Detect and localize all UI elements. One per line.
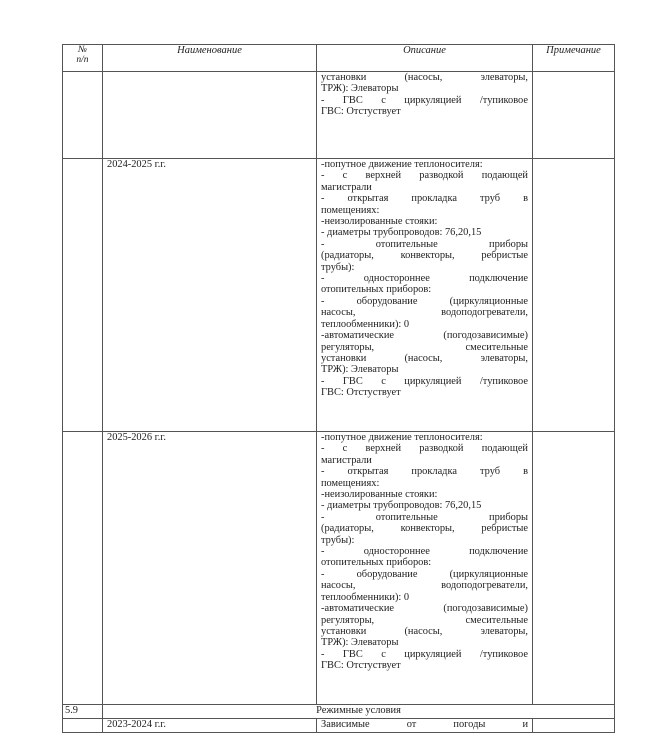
description-line: - открытая прокладка труб в [321, 193, 528, 205]
header-note: Примечание [533, 45, 615, 72]
description-line: -неизолированные стояки: [321, 489, 438, 501]
description-line: - ГВС с циркуляцией /тупиковое [321, 94, 528, 106]
description-line: - открытая прокладка труб в [321, 466, 528, 478]
cell-description [317, 719, 533, 733]
description-line: ГВС: Отстуствует [321, 106, 401, 118]
description-line: регуляторы, смесительные [321, 341, 528, 353]
description-line: помещениях: [321, 477, 380, 489]
description-line: помещениях: [321, 204, 380, 216]
section-row [63, 705, 615, 719]
cell-description [317, 159, 533, 432]
description-line: теплообменники): 0 [321, 591, 410, 603]
description-line: насосы, водоподогреватели, [321, 580, 528, 592]
cell-note [533, 72, 615, 159]
description-line: установки (насосы, элеваторы, [321, 625, 528, 637]
description-line: трубы): [321, 534, 355, 546]
cell-note [533, 719, 615, 733]
description-line: установки (насосы, элеваторы, [321, 72, 528, 83]
cell-note [533, 159, 615, 432]
cell-description [317, 432, 533, 705]
description-line: - с верхней разводкой подающей [321, 170, 528, 182]
table-row [63, 719, 615, 733]
description-line: -попутное движение теплоносителя: [321, 432, 483, 443]
header-number: № п/п [63, 45, 103, 72]
cell-number [63, 159, 103, 432]
cell-description [317, 72, 533, 159]
table-header-row [63, 45, 615, 72]
description-line: трубы): [321, 261, 355, 273]
description-line: - одностороннее подключение [321, 273, 528, 285]
description-line: - отопительные приборы [321, 238, 528, 250]
description-line: (радиаторы, конвекторы, ребристые [321, 250, 528, 262]
description-line: магистрали [321, 181, 372, 193]
cell-period: 2024-2025 г.г. [103, 159, 317, 432]
description-table [62, 44, 615, 733]
description-line: - одностороннее подключение [321, 546, 528, 558]
description-line: - диаметры трубопроводов: 76,20,15 [321, 227, 482, 239]
description-line: -автоматические (погодозависимые) [321, 603, 528, 615]
description-line: Зависимые от погоды и [321, 719, 528, 730]
description-line: ГВС: Отстуствует [321, 387, 401, 399]
table-row [63, 432, 615, 705]
cell-number [63, 72, 103, 159]
header-description: Описание [317, 45, 533, 72]
description-line: магистрали [321, 454, 372, 466]
description-line: установки (насосы, элеваторы, [321, 352, 528, 364]
description-line: -неизолированные стояки: [321, 216, 438, 228]
cell-name [103, 72, 317, 159]
description-line: - с верхней разводкой подающей [321, 443, 528, 455]
header-name: Наименование [103, 45, 317, 72]
description-line: насосы, водоподогреватели, [321, 307, 528, 319]
description-line: ТРЖ): Элеваторы [321, 364, 399, 376]
description-line: - ГВС с циркуляцией /тупиковое [321, 375, 528, 387]
cell-number [63, 432, 103, 705]
description-line: теплообменники): 0 [321, 318, 410, 330]
description-line: отопительных приборов: [321, 284, 432, 296]
table-row [63, 159, 615, 432]
description-line: - диаметры трубопроводов: 76,20,15 [321, 500, 482, 512]
description-line: -автоматические (погодозависимые) [321, 330, 528, 342]
description-line: (радиаторы, конвекторы, ребристые [321, 523, 528, 535]
description-line: ТРЖ): Элеваторы [321, 83, 399, 95]
cell-period: 2023-2024 г.г. [103, 719, 317, 733]
description-line: ТРЖ): Элеваторы [321, 637, 399, 649]
description-line: - оборудование (циркуляционные [321, 295, 528, 307]
description-line: - оборудование (циркуляционные [321, 568, 528, 580]
description-line: регуляторы, смесительные [321, 614, 528, 626]
table-row [63, 72, 615, 159]
description-line: отопительных приборов: [321, 557, 432, 569]
description-line: -попутное движение теплоносителя: [321, 159, 483, 170]
section-title: Режимные условия [103, 705, 615, 719]
cell-note [533, 432, 615, 705]
description-line: - отопительные приборы [321, 511, 528, 523]
cell-number [63, 719, 103, 733]
description-line: ГВС: Отстуствует [321, 660, 401, 672]
section-number: 5.9 [63, 705, 103, 719]
description-line: - ГВС с циркуляцией /тупиковое [321, 648, 528, 660]
cell-period: 2025-2026 г.г. [103, 432, 317, 705]
